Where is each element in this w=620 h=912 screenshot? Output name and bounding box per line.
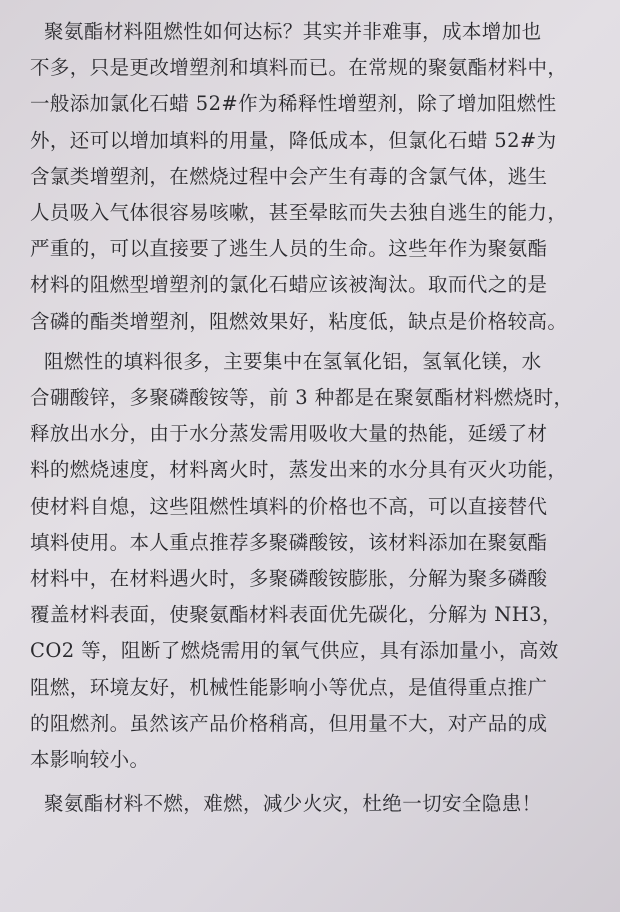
text-line: 聚氨酯材料阻燃性如何达标？其实并非难事，成本增加也: [44, 20, 542, 43]
text-line: 人员吸入气体很容易咳嗽，甚至晕眩而失去独自逃生的能力，: [30, 201, 568, 225]
text-line: 合硼酸锌，多聚磷酸铵等，前 3 种都是在聚氨酯材料燃烧时，: [30, 386, 574, 410]
text-line: 材料中，在材料遇火时，多聚磷酸铵膨胀，分解为聚多磷酸: [30, 567, 548, 591]
paragraph-closing-slogan: [30, 786, 600, 822]
text-line: 阻燃，环境友好，机械性能影响小等优点，是值得重点推广: [30, 675, 548, 699]
text-line: 聚氨酯材料不燃，难燃，减少火灾，杜绝一切安全隐患！: [44, 792, 542, 816]
text-line: 料的燃烧速度，材料离火时，蒸发出来的水分具有灭火功能，: [30, 458, 568, 482]
text-line: 本影响较小。: [30, 748, 150, 772]
text-line: 外，还可以增加填料的用量，降低成本，但氯化石蜡 52#为: [30, 128, 557, 152]
text-line: 含磷的酯类增塑剂，阻燃效果好，粘度低，缺点是价格较高。: [30, 309, 568, 333]
text-line: 使材料自熄，这些阻燃性填料的价格也不高，可以直接替代: [30, 494, 548, 518]
text-line: 材料的阻燃型增塑剂的氯化石蜡应该被淘汰。取而代之的是: [30, 273, 548, 297]
text-line: 不多，只是更改增塑剂和填料而已。在常规的聚氨酯材料中，: [30, 56, 568, 80]
paragraph-flame-retardant-fillers: [30, 344, 600, 778]
text-line: 释放出水分，由于水分蒸发需用吸收大量的热能，延缓了材: [30, 422, 548, 446]
text-line: 覆盖材料表面，使聚氨酯材料表面优先碳化，分解为 NH3，: [30, 603, 562, 627]
text-line: 含氯类增塑剂，在燃烧过程中会产生有毒的含氯气体，逃生: [30, 164, 548, 188]
text-line: 阻燃性的填料很多，主要集中在氢氧化铝，氢氧化镁，水: [44, 349, 542, 373]
text-line: 的阻燃剂。虽然该产品价格稍高，但用量不大，对产品的成: [30, 711, 548, 735]
text-line: 一般添加氯化石蜡 52#作为稀释性增塑剂，除了增加阻燃性: [30, 92, 557, 116]
text-line: 严重的，可以直接要了逃生人员的生命。这些年作为聚氨酯: [30, 237, 548, 261]
paragraph-flame-retardancy-intro: [30, 14, 600, 340]
text-line: CO2 等，阻断了燃烧需用的氧气供应，具有添加量小，高效: [30, 639, 559, 663]
text-line: 填料使用。本人重点推荐多聚磷酸铵，该材料添加在聚氨酯: [30, 530, 548, 554]
